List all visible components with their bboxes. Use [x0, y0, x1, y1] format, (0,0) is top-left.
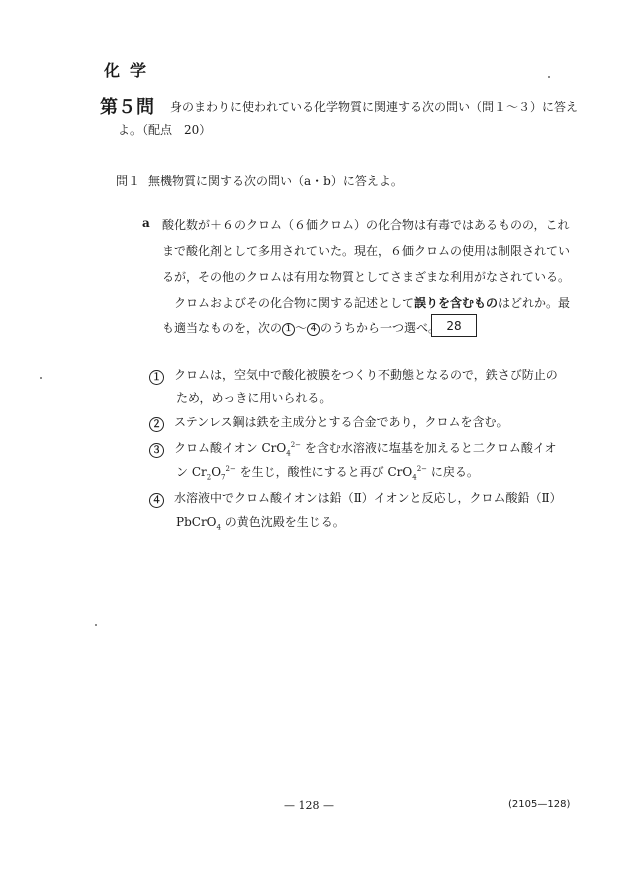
emphasis-text: 誤りを含むもの [414, 296, 499, 310]
option-3-number [149, 439, 164, 458]
part-text-line2: まで酸化剤として多用されていた。現在，６価クロムの使用は制限されてい [162, 244, 571, 258]
option-4-number [149, 489, 164, 508]
formula-subscript: 7 [221, 473, 226, 482]
part-label: a [142, 216, 150, 230]
formula-subscript: 4 [286, 449, 291, 458]
circled-1-icon: １ [282, 323, 295, 336]
option-2-number [149, 413, 164, 432]
formula-superscript: 2− [225, 465, 236, 473]
option-1-line2: ため，めっきに用いられる。 [176, 391, 332, 405]
sub-question-text: 無機物質に関する次の問い（a・b）に答えよ。 [148, 174, 403, 188]
sub-question-label: 問１ [116, 174, 141, 188]
formula-superscript: 2− [290, 441, 302, 449]
subject-heading: 化学 [104, 61, 157, 80]
scan-speck [40, 377, 42, 379]
scan-speck [548, 76, 550, 78]
circled-4-icon: ４ [307, 323, 320, 336]
part-text-line4 [174, 294, 570, 311]
option-3-text-d: O [211, 465, 222, 479]
option-3-text-b: を含む水溶液に塩基を加えると二クロム酸イオ [301, 441, 557, 455]
question-intro-line1: 身のまわりに使われている化学物質に関連する次の問い（問１～３）に答え [170, 100, 579, 114]
option-2-line1: ステンレス鋼は鉄を主成分とする合金であり，クロムを含む。 [174, 415, 509, 429]
circled-3-icon: ３ [149, 443, 164, 458]
option-1-number [149, 366, 164, 385]
option-4-text-b: の黄色沈殿を生じる。 [220, 515, 345, 529]
answer-box: 28 [431, 314, 477, 337]
part-text-line4-a: クロムおよびその化合物に関する記述として [174, 296, 415, 310]
option-3-text-e: を生じ，酸性にすると再び CrO [235, 465, 413, 479]
page-code: (2105—128) [508, 799, 571, 810]
part-text-line5-b: のうちから一つ選べ。 [320, 321, 441, 335]
option-3-text-a: クロム酸イオン CrO [174, 441, 287, 455]
formula-subscript: 4 [216, 523, 221, 532]
part-text-line3: るが，その他のクロムは有用な物質としてさまざまな利用がなされている。 [162, 270, 571, 284]
circled-4-icon: ４ [149, 493, 164, 508]
question-number: 第５問 [100, 97, 154, 118]
question-intro-line2: よ。（配点 20） [118, 123, 212, 137]
option-1-line1: クロムは，空気中で酸化被膜をつくり不動態となるので，鉄さび防止の [174, 368, 558, 382]
page-number: — 128 — [284, 799, 334, 812]
part-text-line5 [162, 319, 440, 336]
range-tilde: ～ [295, 321, 308, 335]
option-4-text-a: PbCrO [176, 515, 217, 529]
part-text-line4-b: はどれか。最 [498, 296, 571, 310]
formula-subscript: 4 [412, 473, 417, 482]
circled-1-icon: １ [149, 370, 164, 385]
option-3-line1 [174, 439, 556, 457]
part-text-line5-a: も適当なものを，次の [162, 321, 283, 335]
formula-subscript: 2 [206, 473, 212, 482]
option-4-line1: 水溶液中でクロム酸イオンは鉛（Ⅱ）イオンと反応し，クロム酸鉛（Ⅱ） [174, 491, 562, 505]
scan-speck [95, 624, 97, 626]
option-3-text-c: ン Cr [176, 465, 207, 479]
formula-superscript: 2− [416, 465, 428, 473]
part-text-line1: 酸化数が＋６のクロム（６価クロム）の化合物は有毒ではあるものの，これ [162, 218, 570, 232]
option-3-line2 [176, 463, 479, 481]
option-4-line2 [176, 513, 345, 531]
circled-2-icon: ２ [149, 417, 164, 432]
option-3-text-f: に戻る。 [427, 465, 479, 479]
